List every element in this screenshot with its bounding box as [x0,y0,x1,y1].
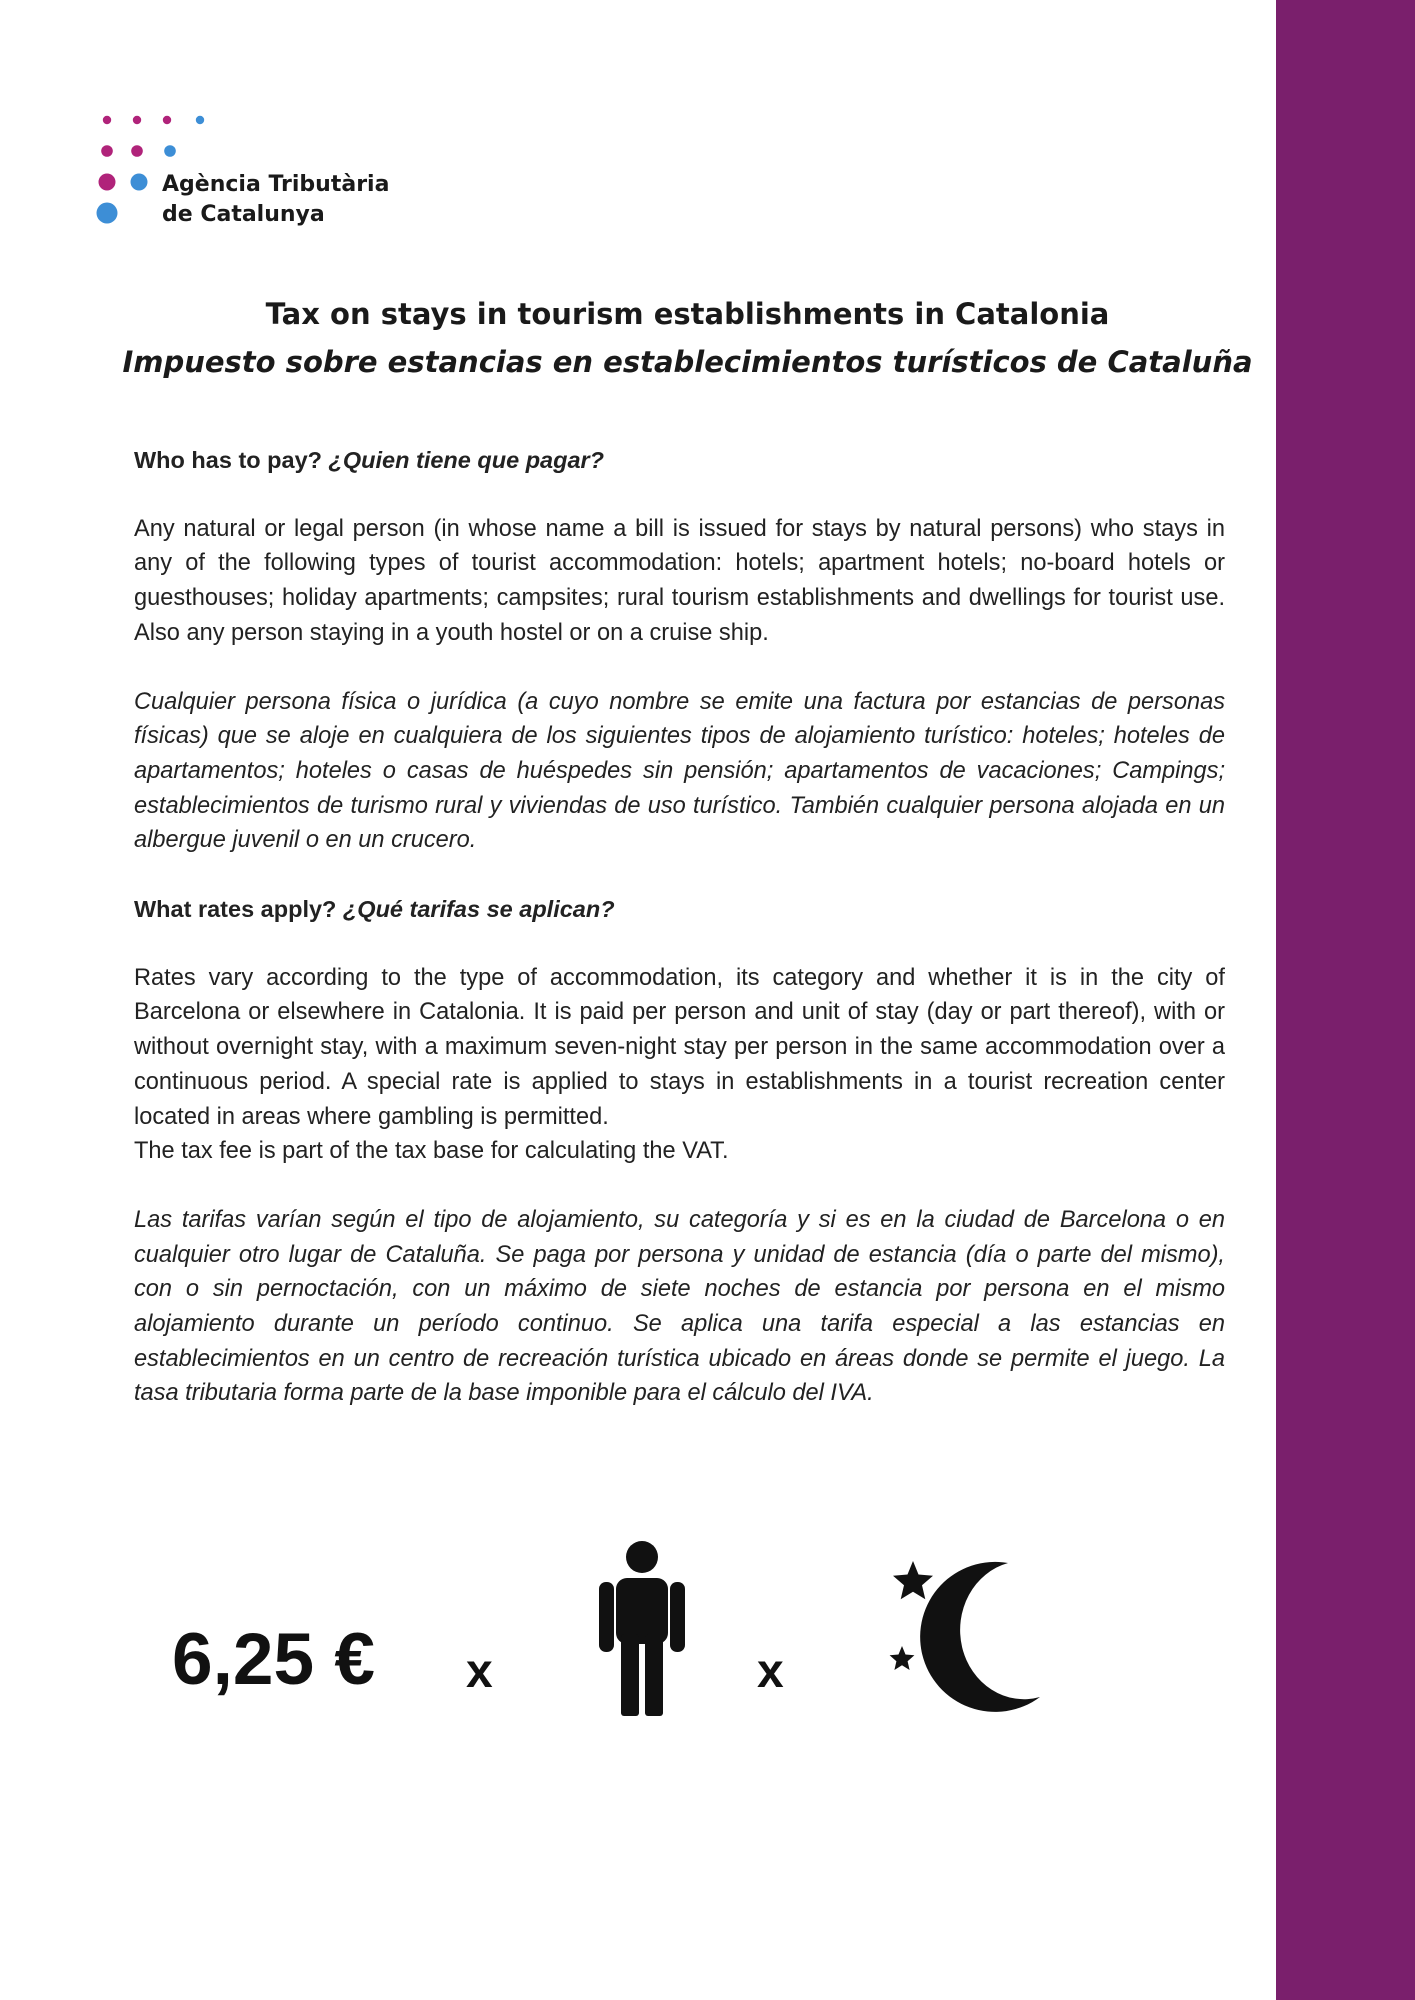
title-spanish: Impuesto sobre estancias en establecimientos turísticos de Cataluña [122,345,1253,379]
moon-stars-icon [883,1540,1063,1720]
agency-logo [96,108,456,238]
heading-spanish: ¿Quien tiene que pagar? [328,447,605,473]
agency-name [162,170,389,230]
paragraph-who-pays-english: Any natural or legal person (in whose name a bill is issued for stays by natural persons) who stays in any of the following types of tourist accommodation: hotels; apartment hotels; no-board hotels or guesthouses; holiday apartments; campsites; rural tourism establishments and dwellings for tourist use. Also any person staying in a youth hostel or on a cruise ship. [134,515,1225,646]
agency-name-line-2: de Catalunya [162,202,325,227]
paragraph-who-pays-spanish: Cualquier persona física o jurídica (a cuyo nombre se emite una factura por estancias de personas físicas) que se aloje en cualquiera de los siguientes tipos de alojamiento turístico: hoteles; hoteles de apartamentos; hoteles o casas de huéspedes sin pensión; apartamentos de vacaciones; Campings; establecimientos de turismo rural y viviendas de uso turístico. También cualquier persona alojada en un albergue juvenil o en un crucero. [134,688,1225,854]
document-title [120,290,1255,386]
multiply-sign: x [757,1645,784,1698]
heading-english: What rates apply? [134,896,337,923]
title-english: Tax on stays in tourism establishments in Catalonia [265,297,1110,331]
rate-formula [100,1520,1100,1720]
section-heading-who-pays [134,443,1225,478]
person-icon [597,1538,687,1718]
purple-side-bar [1276,0,1415,2000]
paragraph-rates-spanish: Las tarifas varían según el tipo de alojamiento, su categoría y si es en la ciudad de Barcelona o en cualquier otro lugar de Cataluña. Se paga por persona y unidad de estancia (día o parte del mismo), con o sin pernoctación, con un máximo de siete noches de estancia por persona en el mismo alojamiento durante un período continuo. Se aplica una tarifa especial a las estancias en establecimientos en un centro de recreación turística ubicado en áreas donde se permite el juego. La tasa tributaria forma parte de la base imponible para el cálculo del IVA. [134,1206,1225,1407]
paragraph-rates-english: Rates vary according to the type of accommodation, its category and whether it is in the city of Barcelona or elsewhere in Catalonia. It is paid per person and unit of stay (day or part thereof), with or without overnight stay, with a maximum seven-night stay per person in the same accommodation over a continuous period. A special rate is applied to stays in establishments in a tourist recreation center located in areas where gambling is permitted. [134,964,1225,1130]
agency-name-line-1: Agència Tributària [162,172,390,197]
multiply-sign: x [466,1645,493,1698]
section-heading-rates [134,892,1225,927]
paragraph-vat-english: The tax fee is part of the tax base for calculating the VAT. [134,1138,729,1165]
rate-price: 6,25 € [172,1619,375,1700]
document-body [134,443,1225,1445]
heading-spanish: ¿Qué tarifas se aplican? [342,896,615,923]
heading-english: Who has to pay? [134,447,322,473]
